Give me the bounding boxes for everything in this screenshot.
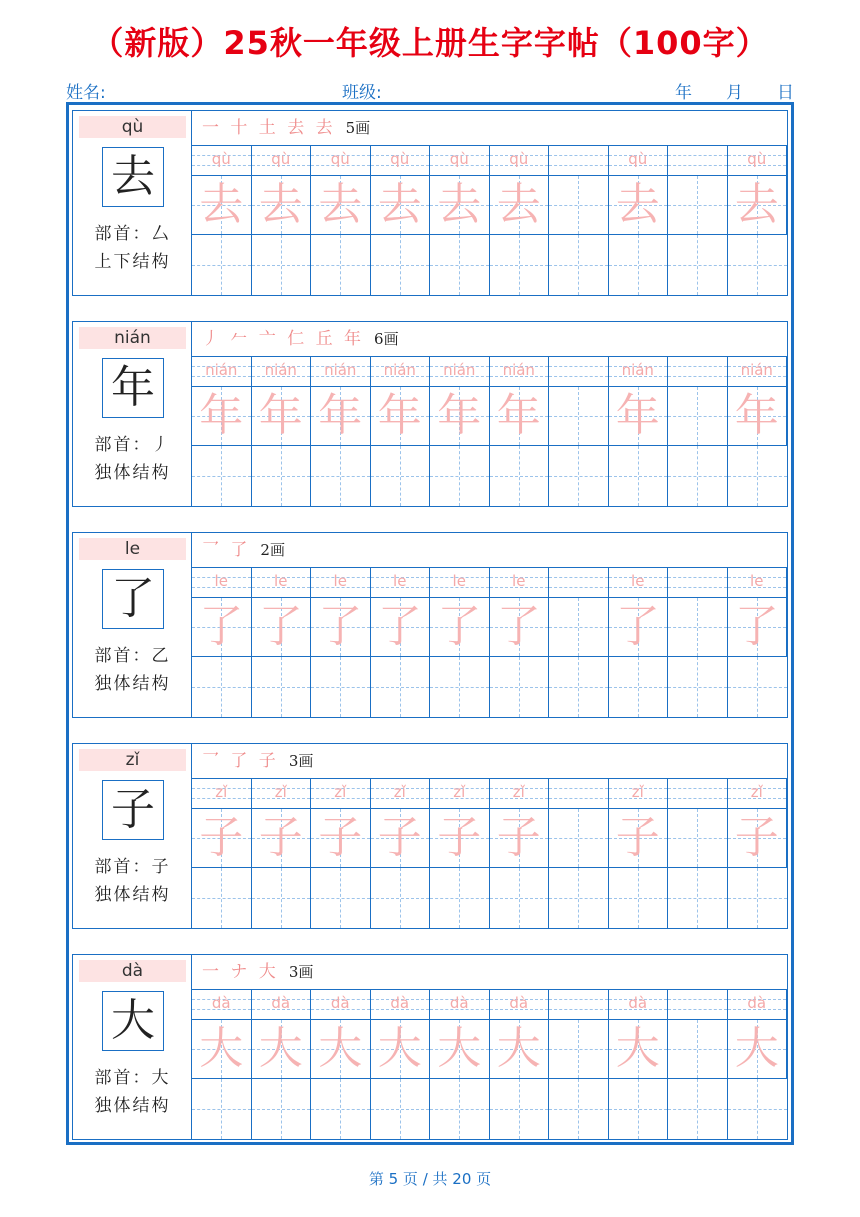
blank-writing-cell[interactable] — [728, 446, 788, 506]
stroke-count: 3画 — [288, 752, 314, 770]
pinyin-writing-cell[interactable] — [192, 357, 252, 387]
trace-pinyin: nián — [264, 361, 297, 379]
trace-writing-cell[interactable] — [311, 387, 371, 446]
trace-pinyin: qù — [628, 150, 648, 168]
character-block — [72, 321, 788, 507]
radical-label: 部首：丿 — [94, 435, 171, 455]
trace-pinyin: nián — [621, 361, 654, 379]
trace-writing-cell[interactable] — [668, 809, 728, 868]
trace-character: 年 — [734, 390, 779, 441]
trace-character: 子 — [496, 812, 541, 863]
trace-character: 了 — [615, 601, 660, 652]
pinyin-writing-cell[interactable] — [490, 357, 550, 387]
trace-writing-cell[interactable] — [490, 387, 550, 446]
blank-writing-cell[interactable] — [728, 1079, 788, 1139]
practice-grid — [192, 568, 787, 717]
pinyin-writing-cell[interactable] — [371, 779, 431, 809]
trace-character: 子 — [258, 812, 303, 863]
trace-pinyin: le — [750, 572, 764, 590]
stroke-sequence: 乛 了 子 — [202, 751, 279, 771]
pinyin-writing-cell[interactable] — [668, 357, 728, 387]
blank-writing-cell[interactable] — [609, 235, 669, 295]
radical-label: 部首：大 — [94, 1068, 171, 1088]
character-info-panel — [73, 955, 192, 1139]
trace-writing-cell[interactable] — [728, 598, 788, 657]
trace-writing-cell[interactable] — [490, 176, 550, 235]
pinyin-writing-cell[interactable] — [252, 146, 312, 176]
trace-character: 年 — [258, 390, 303, 441]
pinyin-writing-cell[interactable] — [371, 357, 431, 387]
blank-writing-cell[interactable] — [668, 1079, 728, 1139]
trace-writing-cell[interactable] — [549, 176, 609, 235]
trace-pinyin: nián — [443, 361, 476, 379]
pinyin-label: le — [79, 538, 186, 560]
trace-pinyin: dà — [747, 994, 767, 1012]
pinyin-writing-cell[interactable] — [549, 990, 609, 1020]
trace-pinyin: qù — [211, 150, 231, 168]
blank-writing-cell[interactable] — [192, 657, 252, 717]
trace-pinyin: qù — [747, 150, 767, 168]
trace-writing-cell[interactable] — [311, 1020, 371, 1079]
structure-label: 独体结构 — [94, 885, 171, 905]
trace-writing-cell[interactable] — [668, 598, 728, 657]
pinyin-writing-cell[interactable] — [668, 146, 728, 176]
trace-pinyin: dà — [628, 994, 648, 1012]
pinyin-writing-cell[interactable] — [252, 990, 312, 1020]
character-block — [72, 110, 788, 296]
blank-writing-cell[interactable] — [252, 446, 312, 506]
blank-writing-cell[interactable] — [490, 868, 550, 928]
date-label: 年 月 日 — [675, 83, 794, 103]
trace-writing-cell[interactable] — [609, 176, 669, 235]
blank-writing-cell[interactable] — [668, 446, 728, 506]
trace-writing-cell[interactable] — [549, 1020, 609, 1079]
trace-writing-cell[interactable] — [609, 598, 669, 657]
trace-writing-cell[interactable] — [430, 809, 490, 868]
trace-character: 大 — [258, 1023, 303, 1074]
trace-writing-cell[interactable] — [371, 387, 431, 446]
pinyin-writing-cell[interactable] — [609, 146, 669, 176]
trace-character: 子 — [615, 812, 660, 863]
trace-writing-cell[interactable] — [549, 598, 609, 657]
trace-character: 大 — [199, 1023, 244, 1074]
radical-label: 部首：厶 — [94, 224, 171, 244]
trace-writing-cell[interactable] — [728, 809, 788, 868]
stroke-order-row — [192, 322, 787, 357]
structure-label: 上下结构 — [94, 252, 171, 272]
blank-writing-cell[interactable] — [311, 235, 371, 295]
character-info-panel — [73, 322, 192, 506]
class-label: 班级: — [342, 83, 382, 103]
trace-character: 年 — [496, 390, 541, 441]
pinyin-writing-cell[interactable] — [728, 357, 788, 387]
blank-writing-cell[interactable] — [609, 868, 669, 928]
trace-writing-cell[interactable] — [728, 176, 788, 235]
pinyin-writing-cell[interactable] — [311, 779, 371, 809]
trace-pinyin: dà — [271, 994, 291, 1012]
trace-pinyin: qù — [271, 150, 291, 168]
blank-writing-cell[interactable] — [192, 1079, 252, 1139]
blank-writing-cell[interactable] — [311, 1079, 371, 1139]
blank-writing-cell[interactable] — [311, 657, 371, 717]
trace-writing-cell[interactable] — [252, 1020, 312, 1079]
trace-character: 去 — [258, 179, 303, 230]
structure-label: 独体结构 — [94, 1096, 171, 1116]
blank-writing-cell[interactable] — [549, 1079, 609, 1139]
blank-writing-cell[interactable] — [430, 446, 490, 506]
blank-writing-cell[interactable] — [430, 657, 490, 717]
pinyin-writing-cell[interactable] — [609, 357, 669, 387]
trace-writing-cell[interactable] — [192, 1020, 252, 1079]
trace-writing-cell[interactable] — [192, 809, 252, 868]
blank-writing-cell[interactable] — [490, 446, 550, 506]
stroke-order-row — [192, 533, 787, 568]
trace-pinyin: nián — [383, 361, 416, 379]
trace-pinyin: qù — [330, 150, 350, 168]
trace-character: 了 — [496, 601, 541, 652]
radical-label: 部首：乙 — [94, 646, 171, 666]
trace-character: 大 — [318, 1023, 363, 1074]
trace-writing-cell[interactable] — [549, 809, 609, 868]
practice-grid — [192, 357, 787, 506]
blank-writing-cell[interactable] — [728, 657, 788, 717]
character-block — [72, 532, 788, 718]
trace-writing-cell[interactable] — [252, 176, 312, 235]
pinyin-writing-cell[interactable] — [371, 990, 431, 1020]
blank-writing-cell[interactable] — [252, 1079, 312, 1139]
pinyin-writing-cell[interactable] — [192, 568, 252, 598]
trace-writing-cell[interactable] — [609, 809, 669, 868]
student-info-line — [66, 78, 794, 103]
trace-writing-cell[interactable] — [430, 176, 490, 235]
trace-writing-cell[interactable] — [430, 387, 490, 446]
trace-character: 了 — [734, 601, 779, 652]
trace-writing-cell[interactable] — [371, 176, 431, 235]
trace-pinyin: qù — [449, 150, 469, 168]
pinyin-writing-cell[interactable] — [430, 357, 490, 387]
pinyin-writing-cell[interactable] — [192, 779, 252, 809]
pinyin-writing-cell[interactable] — [549, 568, 609, 598]
trace-character: 大 — [377, 1023, 422, 1074]
trace-pinyin: zǐ — [453, 783, 466, 801]
trace-character: 了 — [318, 601, 363, 652]
blank-writing-cell[interactable] — [192, 446, 252, 506]
blank-writing-cell[interactable] — [490, 1079, 550, 1139]
pinyin-writing-cell[interactable] — [609, 568, 669, 598]
trace-character: 去 — [377, 179, 422, 230]
pinyin-writing-cell[interactable] — [549, 779, 609, 809]
pinyin-writing-cell[interactable] — [371, 568, 431, 598]
trace-pinyin: le — [214, 572, 228, 590]
pinyin-writing-cell[interactable] — [490, 990, 550, 1020]
pinyin-writing-cell[interactable] — [371, 146, 431, 176]
pinyin-writing-cell[interactable] — [490, 146, 550, 176]
pinyin-writing-cell[interactable] — [252, 779, 312, 809]
blank-writing-cell[interactable] — [311, 446, 371, 506]
trace-writing-cell[interactable] — [549, 387, 609, 446]
pinyin-writing-cell[interactable] — [192, 990, 252, 1020]
pinyin-label: zǐ — [79, 749, 186, 771]
blank-writing-cell[interactable] — [668, 657, 728, 717]
practice-grid — [192, 146, 787, 295]
pinyin-writing-cell[interactable] — [430, 779, 490, 809]
trace-character: 子 — [377, 812, 422, 863]
trace-character: 了 — [199, 601, 244, 652]
blank-writing-cell[interactable] — [728, 235, 788, 295]
model-character: 去 — [102, 147, 164, 207]
blank-writing-cell[interactable] — [371, 657, 431, 717]
character-block — [72, 954, 788, 1140]
blank-writing-cell[interactable] — [252, 657, 312, 717]
blank-writing-cell[interactable] — [668, 868, 728, 928]
blank-writing-cell[interactable] — [430, 235, 490, 295]
trace-writing-cell[interactable] — [311, 809, 371, 868]
blank-writing-cell[interactable] — [311, 868, 371, 928]
trace-writing-cell[interactable] — [311, 598, 371, 657]
stroke-order-row — [192, 744, 787, 779]
page-footer: 第 5 页 / 共 20 页 — [368, 1170, 492, 1188]
trace-pinyin: le — [452, 572, 466, 590]
pinyin-writing-cell[interactable] — [252, 568, 312, 598]
blank-writing-cell[interactable] — [192, 235, 252, 295]
stroke-sequence: 丿 𠂉 亠 仁 丘 年 — [202, 329, 365, 349]
trace-writing-cell[interactable] — [252, 598, 312, 657]
trace-pinyin: nián — [502, 361, 535, 379]
trace-pinyin: dà — [449, 994, 469, 1012]
stroke-order-row — [192, 955, 787, 990]
blank-writing-cell[interactable] — [371, 868, 431, 928]
trace-pinyin: le — [393, 572, 407, 590]
model-character: 了 — [102, 569, 164, 629]
blank-writing-cell[interactable] — [371, 235, 431, 295]
practice-grid — [192, 779, 787, 928]
trace-character: 年 — [437, 390, 482, 441]
trace-character: 子 — [199, 812, 244, 863]
character-info-panel — [73, 533, 192, 717]
trace-writing-cell[interactable] — [668, 387, 728, 446]
trace-character: 大 — [496, 1023, 541, 1074]
trace-pinyin: le — [512, 572, 526, 590]
trace-character: 了 — [377, 601, 422, 652]
blank-writing-cell[interactable] — [252, 868, 312, 928]
blank-writing-cell[interactable] — [609, 657, 669, 717]
trace-writing-cell[interactable] — [252, 809, 312, 868]
structure-label: 独体结构 — [94, 463, 171, 483]
pinyin-writing-cell[interactable] — [252, 357, 312, 387]
name-label: 姓名: — [66, 83, 106, 103]
trace-pinyin: zǐ — [334, 783, 347, 801]
trace-writing-cell[interactable] — [609, 1020, 669, 1079]
trace-writing-cell[interactable] — [490, 1020, 550, 1079]
trace-pinyin: qù — [509, 150, 529, 168]
trace-character: 大 — [437, 1023, 482, 1074]
blank-writing-cell[interactable] — [371, 1079, 431, 1139]
blank-writing-cell[interactable] — [252, 235, 312, 295]
stroke-count: 6画 — [374, 330, 399, 348]
trace-character: 了 — [258, 601, 303, 652]
trace-character: 去 — [496, 179, 541, 230]
trace-character: 去 — [318, 179, 363, 230]
trace-writing-cell[interactable] — [192, 176, 252, 235]
pinyin-label: dà — [79, 960, 186, 982]
pinyin-writing-cell[interactable] — [728, 568, 788, 598]
trace-writing-cell[interactable] — [430, 598, 490, 657]
blank-writing-cell[interactable] — [490, 657, 550, 717]
stroke-count: 2画 — [260, 541, 285, 559]
pinyin-writing-cell[interactable] — [668, 990, 728, 1020]
pinyin-writing-cell[interactable] — [609, 779, 669, 809]
trace-writing-cell[interactable] — [728, 387, 788, 446]
pinyin-writing-cell[interactable] — [311, 568, 371, 598]
blank-writing-cell[interactable] — [668, 235, 728, 295]
trace-pinyin: nián — [205, 361, 238, 379]
trace-pinyin: dà — [509, 994, 529, 1012]
pinyin-writing-cell[interactable] — [490, 779, 550, 809]
stroke-count: 5画 — [345, 119, 371, 137]
pinyin-label: nián — [79, 327, 186, 349]
pinyin-writing-cell[interactable] — [549, 146, 609, 176]
character-block — [72, 743, 788, 929]
trace-character: 了 — [437, 601, 482, 652]
blank-writing-cell[interactable] — [430, 1079, 490, 1139]
pinyin-writing-cell[interactable] — [192, 146, 252, 176]
trace-writing-cell[interactable] — [192, 598, 252, 657]
blank-writing-cell[interactable] — [549, 235, 609, 295]
stroke-sequence: 乛 了 — [202, 540, 251, 560]
structure-label: 独体结构 — [94, 674, 171, 694]
trace-pinyin: nián — [324, 361, 357, 379]
trace-writing-cell[interactable] — [311, 176, 371, 235]
trace-character: 子 — [437, 812, 482, 863]
trace-character: 大 — [615, 1023, 660, 1074]
radical-label: 部首：子 — [94, 857, 171, 877]
pinyin-writing-cell[interactable] — [549, 357, 609, 387]
trace-pinyin: zǐ — [512, 783, 525, 801]
pinyin-writing-cell[interactable] — [728, 779, 788, 809]
trace-writing-cell[interactable] — [371, 1020, 431, 1079]
trace-pinyin: qù — [390, 150, 410, 168]
trace-writing-cell[interactable] — [192, 387, 252, 446]
blank-writing-cell[interactable] — [549, 657, 609, 717]
trace-character: 去 — [199, 179, 244, 230]
pinyin-writing-cell[interactable] — [609, 990, 669, 1020]
trace-writing-cell[interactable] — [668, 176, 728, 235]
pinyin-writing-cell[interactable] — [668, 568, 728, 598]
pinyin-writing-cell[interactable] — [668, 779, 728, 809]
pinyin-writing-cell[interactable] — [311, 146, 371, 176]
trace-pinyin: zǐ — [750, 783, 763, 801]
model-character: 大 — [102, 991, 164, 1051]
trace-character: 年 — [318, 390, 363, 441]
pinyin-writing-cell[interactable] — [311, 357, 371, 387]
trace-character: 年 — [615, 390, 660, 441]
trace-character: 大 — [734, 1023, 779, 1074]
trace-character: 去 — [437, 179, 482, 230]
blank-writing-cell[interactable] — [371, 446, 431, 506]
blank-writing-cell[interactable] — [549, 868, 609, 928]
trace-writing-cell[interactable] — [371, 598, 431, 657]
trace-writing-cell[interactable] — [371, 809, 431, 868]
trace-writing-cell[interactable] — [728, 1020, 788, 1079]
stroke-sequence: 一 十 土 去 去 — [202, 118, 336, 138]
trace-character: 子 — [734, 812, 779, 863]
blank-writing-cell[interactable] — [490, 235, 550, 295]
trace-pinyin: zǐ — [274, 783, 287, 801]
trace-pinyin: zǐ — [393, 783, 406, 801]
trace-writing-cell[interactable] — [490, 809, 550, 868]
trace-writing-cell[interactable] — [668, 1020, 728, 1079]
trace-pinyin: le — [333, 572, 347, 590]
character-info-panel — [73, 744, 192, 928]
pinyin-writing-cell[interactable] — [728, 146, 788, 176]
trace-writing-cell[interactable] — [430, 1020, 490, 1079]
pinyin-writing-cell[interactable] — [430, 146, 490, 176]
pinyin-writing-cell[interactable] — [430, 990, 490, 1020]
blank-writing-cell[interactable] — [192, 868, 252, 928]
trace-writing-cell[interactable] — [490, 598, 550, 657]
trace-writing-cell[interactable] — [252, 387, 312, 446]
trace-character: 子 — [318, 812, 363, 863]
trace-pinyin: zǐ — [215, 783, 228, 801]
trace-pinyin: dà — [211, 994, 231, 1012]
model-character: 子 — [102, 780, 164, 840]
pinyin-label: qù — [79, 116, 186, 138]
trace-pinyin: zǐ — [631, 783, 644, 801]
trace-writing-cell[interactable] — [609, 387, 669, 446]
stroke-sequence: 一 ナ 大 — [202, 962, 279, 982]
trace-pinyin: le — [274, 572, 288, 590]
blank-writing-cell[interactable] — [728, 868, 788, 928]
trace-character: 年 — [377, 390, 422, 441]
trace-character: 去 — [734, 179, 779, 230]
pinyin-writing-cell[interactable] — [430, 568, 490, 598]
trace-pinyin: nián — [740, 361, 773, 379]
pinyin-writing-cell[interactable] — [311, 990, 371, 1020]
trace-character: 年 — [199, 390, 244, 441]
trace-character: 去 — [615, 179, 660, 230]
trace-pinyin: dà — [330, 994, 350, 1012]
pinyin-writing-cell[interactable] — [490, 568, 550, 598]
model-character: 年 — [102, 358, 164, 418]
trace-pinyin: dà — [390, 994, 410, 1012]
character-info-panel — [73, 111, 192, 295]
practice-grid — [192, 990, 787, 1139]
pinyin-writing-cell[interactable] — [728, 990, 788, 1020]
blank-writing-cell[interactable] — [430, 868, 490, 928]
page-title: （新版）25秋一年级上册生字字帖（100字） — [91, 24, 769, 62]
stroke-order-row — [192, 111, 787, 146]
trace-pinyin: le — [631, 572, 645, 590]
blank-writing-cell[interactable] — [609, 1079, 669, 1139]
stroke-count: 3画 — [288, 963, 314, 981]
blank-writing-cell[interactable] — [609, 446, 669, 506]
blank-writing-cell[interactable] — [549, 446, 609, 506]
